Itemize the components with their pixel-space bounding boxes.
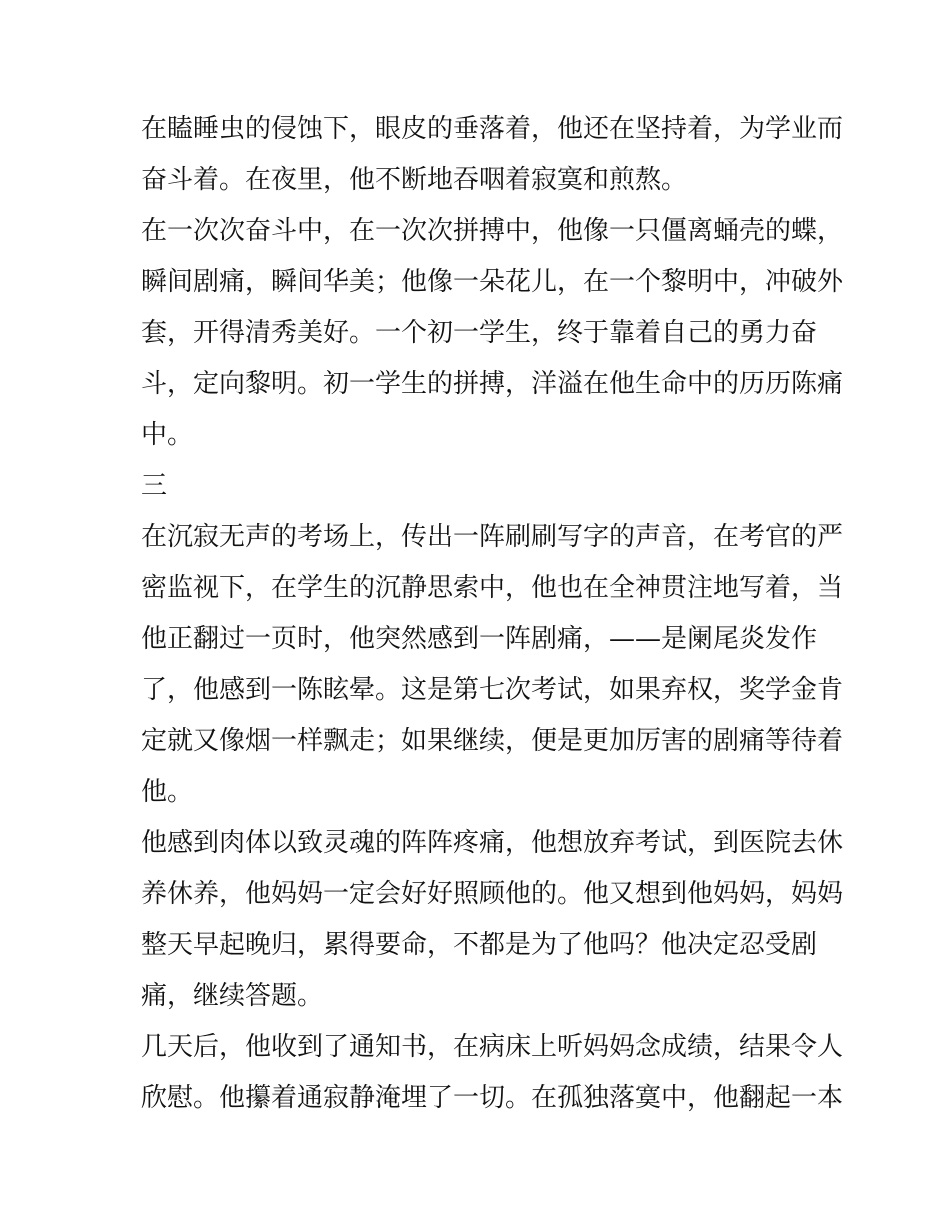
text-line: 痛，继续答题。 <box>141 981 324 1011</box>
text-line: 斗，定向黎明。初一学生的拼搏，洋溢在他生命中的历历陈痛 <box>141 369 844 399</box>
text-line: 了，他感到一陈眩晕。这是第七次考试，如果弃权，奖学金肯 <box>141 675 844 705</box>
section-heading: 三 <box>141 471 168 501</box>
text-line: 几天后，他收到了通知书，在病床上听妈妈念成绩，结果令人 <box>141 1032 844 1062</box>
text-line: 瞬间剧痛，瞬间华美；他像一朵花儿，在一个黎明中，冲破外 <box>141 267 844 297</box>
text-line: 在瞌睡虫的侵蚀下，眼皮的垂落着，他还在坚持着，为学业而 <box>141 114 844 144</box>
body-text <box>141 104 844 1124</box>
text-line: 整天早起晚归，累得要命，不都是为了他吗？他决定忍受剧 <box>141 930 818 960</box>
text-line: 在沉寂无声的考场上，传出一阵刷刷写字的声音，在考官的严 <box>141 522 844 552</box>
text-line: 在一次次奋斗中，在一次次拼搏中，他像一只僵离蛹壳的蝶， <box>141 216 844 246</box>
text-line: 他感到肉体以致灵魂的阵阵疼痛，他想放弃考试，到医院去休 <box>141 828 844 858</box>
text-line: 密监视下，在学生的沉静思索中，他也在全神贯注地写着，当 <box>141 573 844 603</box>
text-line: 套，开得清秀美好。一个初一学生，终于靠着自己的勇力奋 <box>141 318 818 348</box>
text-line: 奋斗着。在夜里，他不断地吞咽着寂寞和煎熬。 <box>141 165 688 195</box>
text-line: 他正翻过一页时，他突然感到一阵剧痛，——是阑尾炎发作 <box>141 624 818 654</box>
text-line: 他。 <box>141 777 194 807</box>
text-line: 欣慰。他攥着通寂静淹埋了一切。在孤独落寞中，他翻起一本 <box>141 1083 844 1113</box>
text-line: 养休养，他妈妈一定会好好照顾他的。他又想到他妈妈，妈妈 <box>141 879 844 909</box>
text-line: 定就又像烟一样飘走；如果继续，便是更加厉害的剧痛等待着 <box>141 726 844 756</box>
text-line: 中。 <box>141 420 194 450</box>
